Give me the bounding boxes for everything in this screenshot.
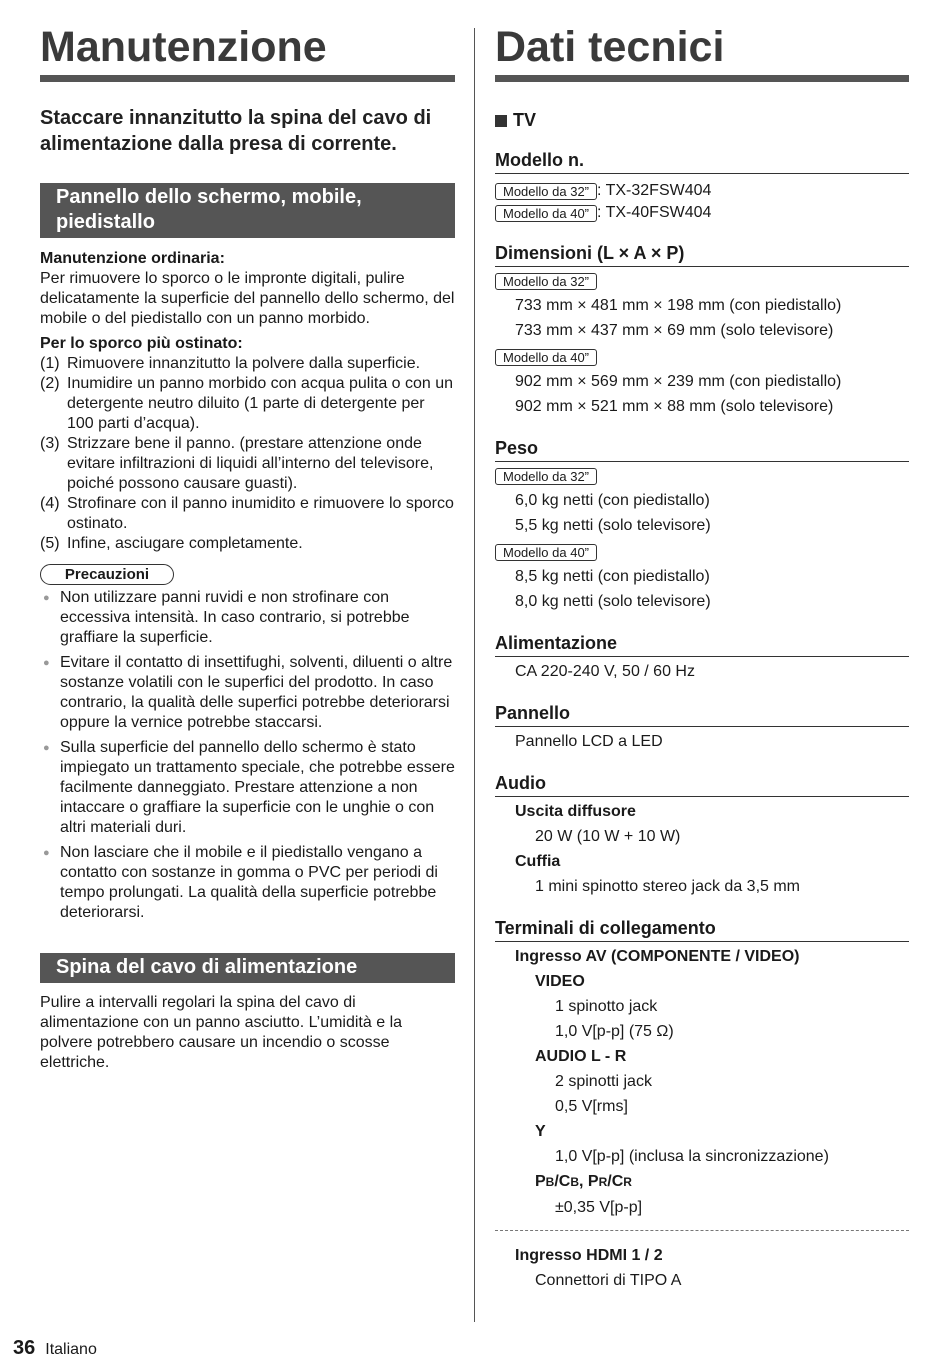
spec-value: CA 220-240 V, 50 / 60 Hz	[515, 663, 695, 680]
spec-label: Ingresso AV (COMPONENTE / VIDEO)	[515, 948, 800, 965]
model-tag: Modello da 40”	[495, 349, 597, 366]
list-item: (1) Rimuovere innanzitutto la polvere dalla superficie.	[40, 355, 421, 372]
power-plug-text: Pulire a intervalli regolari la spina del cavo di alimentazione con un panno asciutto. L’umidità e la polvere potrebbero causare un incendio o scosse elettriche.	[40, 994, 403, 1071]
model-tag: Modello da 40”	[495, 544, 597, 561]
spec-value: 1,0 V[p-p] (75 Ω)	[555, 1023, 674, 1040]
cautions-label: Precauzioni	[40, 564, 174, 585]
spec-value: 0,5 V[rms]	[555, 1098, 628, 1115]
list-item: (2) Inumidire un panno morbido con acqua pulita o con un detergente neutro diluito (1 parte di detergente per 100 parti d’acqua).	[40, 375, 454, 432]
weight-heading: Peso	[495, 437, 909, 462]
page-footer	[13, 1337, 97, 1360]
terminals-heading: Terminali di collegamento	[495, 917, 909, 942]
spec-value: 902 mm × 521 mm × 88 mm (solo televisore)	[515, 398, 834, 415]
ordinary-maintenance-label: Manutenzione ordinaria:	[40, 250, 225, 267]
spec-label: AUDIO L - R	[535, 1048, 627, 1065]
bullet-icon: ●	[43, 657, 50, 669]
spec-value: 2 spinotti jack	[555, 1073, 652, 1090]
ordinary-maintenance-text: Per rimuovere lo sporco o le impronte digitali, pulire delicatamente la superficie del pannello dello schermo, del mobile o del piedistallo con un panno morbido.	[40, 270, 455, 327]
spec-value: Pannello LCD a LED	[515, 733, 663, 750]
spec-value: 8,0 kg netti (solo televisore)	[515, 593, 711, 610]
spec-value: 6,0 kg netti (con piedistallo)	[515, 492, 710, 509]
model-tag: Modello da 40”	[495, 205, 597, 222]
model-row: Modello da 32” : TX-32FSW404	[495, 180, 909, 202]
spec-value: 1 mini spinotto stereo jack da 3,5 mm	[535, 878, 801, 895]
spec-value: 1 spinotto jack	[555, 998, 658, 1015]
spec-label: VIDEO	[535, 973, 585, 990]
list-item: ● Sulla superficie del pannello dello schermo è stato impiegato un trattamento speciale, che potrebbe essere facilmente danneggiato. Prestare attenzione a non intaccare o graffiare la superficie con le unghie o con altri materiali duri.	[40, 738, 455, 838]
model-tag: Modello da 32”	[495, 183, 597, 200]
dimensions-heading: Dimensioni (L × A × P)	[495, 242, 909, 267]
list-item: ● Evitare il contatto di insettifughi, solventi, diluenti o altre sostanze volatili con le superfici del prodotto. In caso contrario, la qualità delle superfici potrebbe deteriorarsi oppure la vernice potrebbe staccarsi.	[40, 653, 455, 733]
spec-label: Ingresso HDMI 1 / 2	[515, 1247, 663, 1264]
dashed-divider	[495, 1230, 909, 1231]
square-icon	[495, 115, 507, 127]
bullet-icon: ●	[43, 742, 50, 754]
model-tag: Modello da 32”	[495, 468, 597, 485]
cleaning-steps	[40, 354, 455, 554]
list-item: ● Non utilizzare panni ruvidi e non strofinare con eccessiva intensità. In caso contrario, si potrebbe graffiare la superficie.	[40, 588, 455, 648]
power-heading: Alimentazione	[495, 632, 909, 657]
audio-heading: Audio	[495, 772, 909, 797]
spec-label: Uscita diffusore	[515, 803, 636, 820]
spec-value: 5,5 kg netti (solo televisore)	[515, 517, 711, 534]
page-number: 36	[13, 1337, 36, 1359]
spec-label-pb-pr: PB/CB, PR/CR	[535, 1173, 632, 1190]
spec-value: 733 mm × 437 mm × 69 mm (solo televisore)	[515, 322, 834, 339]
page-title: Manutenzione	[40, 23, 327, 71]
title-rule	[40, 75, 455, 82]
spec-label: Cuffia	[515, 853, 561, 870]
spec-value: 20 W (10 W + 10 W)	[535, 828, 681, 845]
spec-value: ±0,35 V[p-p]	[555, 1199, 643, 1216]
spec-value: Connettori di TIPO A	[535, 1272, 682, 1289]
list-item: (4) Strofinare con il panno inumidito e rimuovere lo sporco ostinato.	[40, 495, 454, 532]
lead-warning: Staccare innanzitutto la spina del cavo di alimentazione dalla presa di corrente.	[40, 107, 432, 155]
stubborn-dirt-label: Per lo sporco più ostinato:	[40, 335, 243, 352]
spec-value: 8,5 kg netti (con piedistallo)	[515, 568, 710, 585]
panel-heading: Pannello	[495, 702, 909, 727]
spec-label: Y	[535, 1123, 546, 1140]
language-label: Italiano	[45, 1341, 97, 1358]
list-item: (5) Infine, asciugare completamente.	[40, 535, 303, 552]
section-heading-power-plug: Spina del cavo di alimentazione	[40, 953, 455, 983]
column-divider	[474, 28, 475, 1322]
section-tv: TV	[495, 110, 909, 131]
spec-value: 1,0 V[p-p] (inclusa la sincronizzazione)	[555, 1148, 829, 1165]
bullet-icon: ●	[43, 592, 50, 604]
model-row: Modello da 40” : TX-40FSW404	[495, 202, 909, 224]
maintenance-column	[40, 0, 455, 1073]
spec-value: 902 mm × 569 mm × 239 mm (con piedistallo)	[515, 373, 842, 390]
model-tag: Modello da 32”	[495, 273, 597, 290]
specifications-column	[495, 0, 909, 1293]
cautions-list	[40, 588, 455, 923]
model-list	[495, 180, 909, 224]
page-title: Dati tecnici	[495, 23, 725, 71]
spec-value: 733 mm × 481 mm × 198 mm (con piedistallo)	[515, 297, 842, 314]
list-item: (3) Strizzare bene il panno. (prestare attenzione onde evitare infiltrazioni di liquidi all’interno del televisore, poiché possono causare guasti).	[40, 435, 434, 492]
list-item: ● Non lasciare che il mobile e il piedistallo vengano a contatto con sostanze in gomma o PVC per periodi di tempo prolungati. La qualità della superficie potrebbe deteriorarsi.	[40, 843, 455, 923]
section-heading-screen-panel: Pannello dello schermo, mobile, piedistallo	[40, 183, 455, 238]
title-rule	[495, 75, 909, 82]
model-heading: Modello n.	[495, 149, 909, 174]
bullet-icon: ●	[43, 847, 50, 859]
